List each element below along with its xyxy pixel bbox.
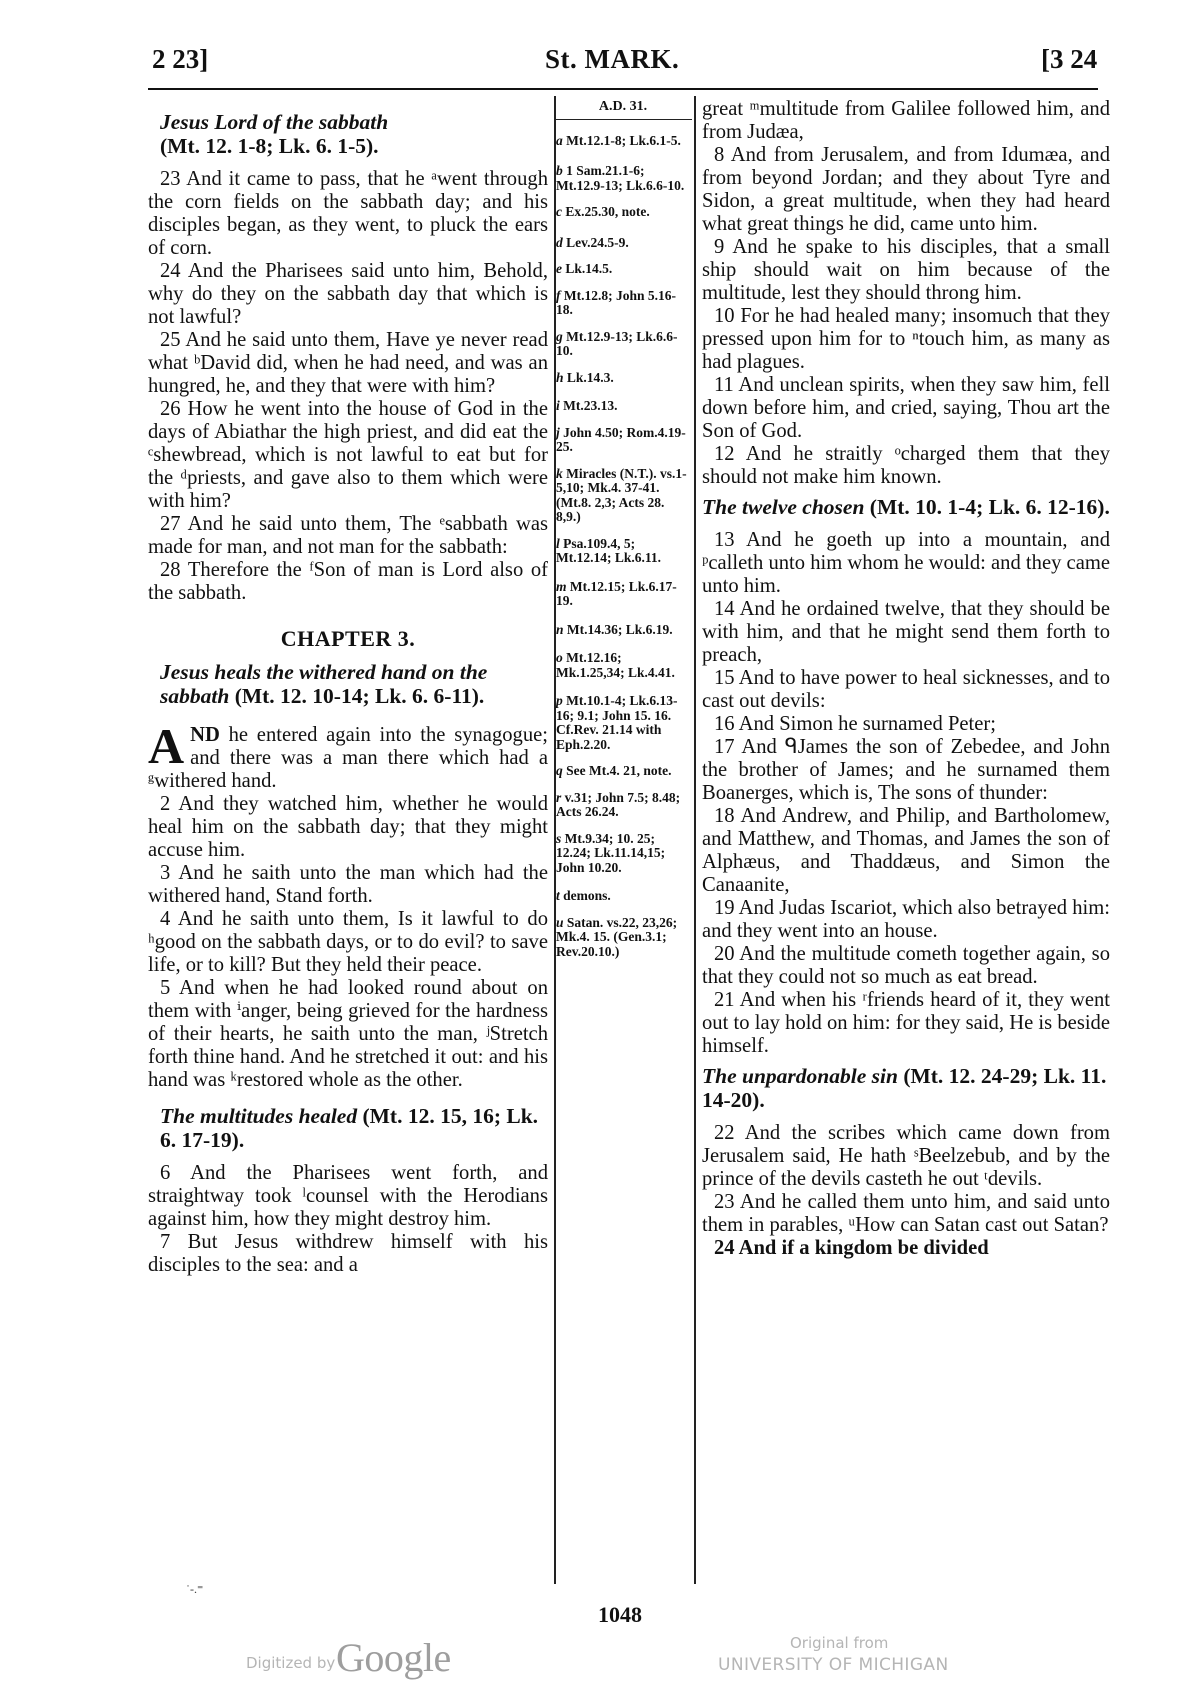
reference-letter: l: [556, 535, 560, 551]
drop-cap: A: [148, 718, 185, 774]
reference-text: Ex.25.30, note.: [565, 204, 650, 219]
verse: 26 How he went into the house of God in the days of Abiathar the high priest, and did eat the ᶜshewbread, which is not lawful to eat but for the ᵈpriests, and gave also to them which were with him?: [148, 398, 548, 512]
reference-letter: e: [556, 261, 562, 276]
reference-text: demons.: [563, 888, 611, 903]
verse: 13 And he goeth up into a mountain, and ᵖcalleth unto him whom he would: and they came unto him.: [702, 529, 1110, 597]
margin-reference: [556, 580, 690, 609]
verse: 25 And he said unto them, Have ye never read what ᵇDavid did, when he had need, and was an hungred, he, and they that were with him?: [148, 329, 548, 397]
section-heading: [702, 1064, 1110, 1112]
section-heading: [148, 1104, 548, 1152]
verse: 21 And when his ʳfriends heard of it, they went out to lay hold on him: for they said, He is beside himself.: [702, 989, 1110, 1057]
margin-reference: [556, 426, 690, 455]
reference-letter: i: [556, 398, 560, 413]
section-references: (Mt. 12. 15, 16; Lk. 6. 17-19).: [160, 1104, 539, 1152]
reference-letter: u: [556, 914, 564, 930]
reference-letter: h: [556, 369, 564, 385]
verse: 27 And he said unto them, The ᵉsabbath was made for man, and not man for the sabbath:: [148, 513, 548, 558]
reference-text: Mt.23.13.: [563, 398, 618, 413]
verse: [148, 718, 548, 793]
reference-text: Miracles (N.T.). vs.1-5,10; Mk.4. 37-41. (Mt.8. 2,3; Acts 28. 8,9.): [556, 465, 687, 524]
date-label: A.D. 31.: [554, 100, 692, 120]
reference-text: Mt.14.36; Lk.6.19.: [566, 621, 673, 637]
verse: 11 And unclean spirits, when they saw him, fell down before him, and cried, saying, Thou art the Son of God.: [702, 374, 1110, 442]
margin-reference: [556, 262, 690, 277]
reference-text: Mt.12.15; Lk.6.17-19.: [556, 578, 677, 608]
margin-reference: [556, 832, 690, 876]
margin-reference: [556, 205, 690, 220]
reference-text: Lk.14.3.: [566, 369, 614, 385]
margin-reference: [556, 791, 690, 820]
reference-letter: g: [556, 328, 563, 344]
reference-letter: r: [556, 789, 562, 805]
reference-text: Satan. vs.22, 23,26; Mk.4. 15. (Gen.3.1; Rev.20.10.): [556, 914, 678, 959]
margin-reference: [556, 371, 690, 386]
reference-text: See Mt.4. 21, note.: [566, 763, 672, 778]
verse: 23 And he called them unto him, and said unto them in parables, ᵘHow can Satan cast out Satan?: [702, 1191, 1110, 1236]
section-title: The twelve chosen: [702, 495, 865, 519]
section-heading: [148, 660, 548, 708]
running-head-title: St. MARK.: [545, 44, 680, 74]
reference-list: [556, 134, 690, 960]
margin-reference: [556, 889, 690, 904]
margin-reference: [556, 330, 690, 359]
verse: 5 And when he had looked round about on them with ⁱanger, being grieved for the hardness of their hearts, he saith unto the man, ʲStretch forth thine hand. And he stretched it out: and his hand was ᵏrestored whole as the other.: [148, 977, 548, 1091]
marginal-references: [556, 100, 690, 959]
reference-text: Psa.109.4, 5; Mt.12.14; Lk.6.11.: [556, 535, 662, 565]
chapter-heading: CHAPTER 3.: [280, 626, 416, 651]
margin-reference: [556, 916, 690, 960]
verse: 15 And to have power to heal sicknesses, and to cast out devils:: [702, 667, 1110, 712]
verse: 2 And they watched him, whether he would heal him on the sabbath day; that they might accuse him.: [148, 793, 548, 861]
verse: 22 And the scribes which came down from Jerusalem said, He hath ˢBeelzebub, and by the prince of the devils casteth he out ᵗdevils.: [702, 1122, 1110, 1190]
section-references: (Mt. 12. 1-8; Lk. 6. 1-5).: [160, 134, 379, 158]
reference-text: Mt.12.8; John 5.16-18.: [556, 287, 676, 317]
reference-letter: f: [556, 287, 561, 303]
verse: 12 And he straitly ᵒcharged them that they should not make him known.: [702, 443, 1110, 488]
reference-letter: b: [556, 163, 563, 178]
verse: 3 And he saith unto the man which had the withered hand, Stand forth.: [148, 862, 548, 907]
column-divider-right: [694, 96, 696, 1584]
margin-reference: [556, 164, 690, 193]
reference-letter: o: [556, 650, 563, 665]
digitized-by-label: Digitized by: [246, 1654, 336, 1672]
margin-reference: [556, 537, 690, 566]
reference-letter: d: [556, 234, 563, 250]
verse: 17 And ᑫJames the son of Zebedee, and John the brother of James; and he surnamed them Boanerges, which is, The sons of thunder:: [702, 736, 1110, 804]
section-heading: [148, 110, 548, 158]
reference-text: Mt.9.34; 10. 25; 12.24; Lk.11.14,15; John 10.20.: [556, 830, 666, 875]
verse: 19 And Judas Iscariot, which also betrayed him: and they went into an house.: [702, 897, 1110, 942]
reference-text: Mt.10.1-4; Lk.6.13-16; 9.1; John 15. 16. Cf.Rev. 21.14 with Eph.2.20.: [556, 693, 678, 752]
margin-reference: [556, 764, 690, 779]
header-rule: [148, 88, 1098, 90]
verse: 24 And if a kingdom be divided: [714, 1237, 989, 1259]
margin-reference: [556, 289, 690, 318]
reference-letter: q: [556, 763, 563, 778]
margin-reference: [556, 134, 690, 149]
reference-letter: c: [556, 204, 562, 219]
verse: 18 And Andrew, and Philip, and Bartholomew, and Matthew, and Thomas, and James the son of Alphæus, and Thaddæus, and Simon the Canaanite,: [702, 805, 1110, 896]
verse: 24 And the Pharisees said unto him, Behold, why do they on the sabbath day that which is not lawful?: [148, 260, 548, 328]
reference-letter: j: [556, 424, 560, 440]
reference-text: 1 Sam.21.1-6; Mt.12.9-13; Lk.6.6-10.: [556, 163, 685, 193]
verse: 20 And the multitude cometh together again, so that they could not so much as eat bread.: [702, 943, 1110, 988]
section-title: Jesus Lord of the sabbath: [160, 110, 389, 134]
page-number: 1048: [598, 1602, 642, 1627]
google-logo: Google: [336, 1635, 451, 1680]
margin-reference: [556, 467, 690, 525]
reference-text: John 4.50; Rom.4.19-25.: [556, 424, 686, 454]
section-heading: [702, 495, 1110, 519]
margin-reference: [556, 236, 690, 251]
reference-letter: p: [556, 693, 563, 708]
verse: 16 And Simon he surnamed Peter;: [714, 713, 996, 735]
reference-letter: t: [556, 888, 560, 903]
reference-letter: k: [556, 465, 563, 481]
running-head-right: [3 24: [1041, 44, 1098, 74]
verse: great ᵐmultitude from Galilee followed him, and from Judæa,: [702, 98, 1110, 143]
section-title: The unpardonable sin: [702, 1064, 898, 1088]
section-references: (Mt. 12. 24-29; Lk. 11. 14-20).: [702, 1064, 1107, 1112]
section-title: The multitudes healed: [160, 1104, 358, 1128]
margin-reference: [556, 694, 690, 752]
verse: 9 And he spake to his disciples, that a small ship should wait on him because of the multitude, lest they should throng him.: [702, 236, 1110, 304]
verse: 6 And the Pharisees went forth, and straightway took ˡcounsel with the Herodians against him, how they might destroy him.: [148, 1162, 548, 1230]
section-title: Jesus heals the withered hand on the sabbath: [160, 660, 488, 708]
margin-reference: [556, 399, 690, 414]
reference-letter: s: [556, 830, 562, 846]
reference-letter: a: [556, 132, 563, 148]
left-text-column: [148, 104, 548, 1277]
section-references: (Mt. 10. 1-4; Lk. 6. 12-16).: [869, 495, 1110, 519]
verse: 23 And it came to pass, that he ᵃwent through the corn fields on the sabbath day; and his disciples began, as they went, to pluck the ears of corn.: [148, 168, 548, 259]
reference-text: Mt.12.16; Mk.1.25,34; Lk.4.41.: [556, 650, 675, 680]
small-caps-opening: ND: [190, 724, 220, 746]
scan-mark: ˙-.⁼: [186, 1582, 204, 1596]
university-label: UNIVERSITY OF MICHIGAN: [718, 1655, 949, 1675]
reference-text: Mt.12.1-8; Lk.6.1-5.: [566, 132, 681, 148]
reference-text: Mt.12.9-13; Lk.6.6-10.: [556, 328, 678, 358]
reference-text: Lk.14.5.: [565, 261, 613, 276]
right-text-column: [702, 98, 1110, 1260]
margin-reference: [556, 623, 690, 638]
reference-text: Lev.24.5-9.: [566, 234, 629, 250]
original-from-label: Original from: [790, 1634, 889, 1652]
verse: 7 But Jesus withdrew himself with his disciples to the sea: and a: [148, 1231, 548, 1276]
reference-letter: m: [556, 578, 567, 594]
running-head-left: 2 23]: [152, 44, 209, 74]
reference-letter: n: [556, 621, 564, 637]
verse: 10 For he had healed many; insomuch that they pressed upon him for to ⁿtouch him, as many as had plagues.: [702, 305, 1110, 373]
verse-text: he entered again into the synagogue; and there was a man there which had a ᵍwithered hand.: [148, 724, 548, 792]
verse: 4 And he saith unto them, Is it lawful to do ʰgood on the sabbath days, or to do evil? to save life, or to kill? But they held their peace.: [148, 908, 548, 976]
verse: 28 Therefore the ᶠSon of man is Lord also of the sabbath.: [148, 559, 548, 604]
verse: 14 And he ordained twelve, that they should be with him, and that he might send them forth to preach,: [702, 598, 1110, 666]
section-references: (Mt. 12. 10-14; Lk. 6. 6-11).: [234, 684, 485, 708]
reference-text: v.31; John 7.5; 8.48; Acts 26.24.: [556, 789, 681, 819]
margin-reference: [556, 651, 690, 680]
verse: 8 And from Jerusalem, and from Idumæa, and from beyond Jordan; and they about Tyre and Sidon, a great multitude, when they had heard what great things he did, came unto him.: [702, 144, 1110, 235]
